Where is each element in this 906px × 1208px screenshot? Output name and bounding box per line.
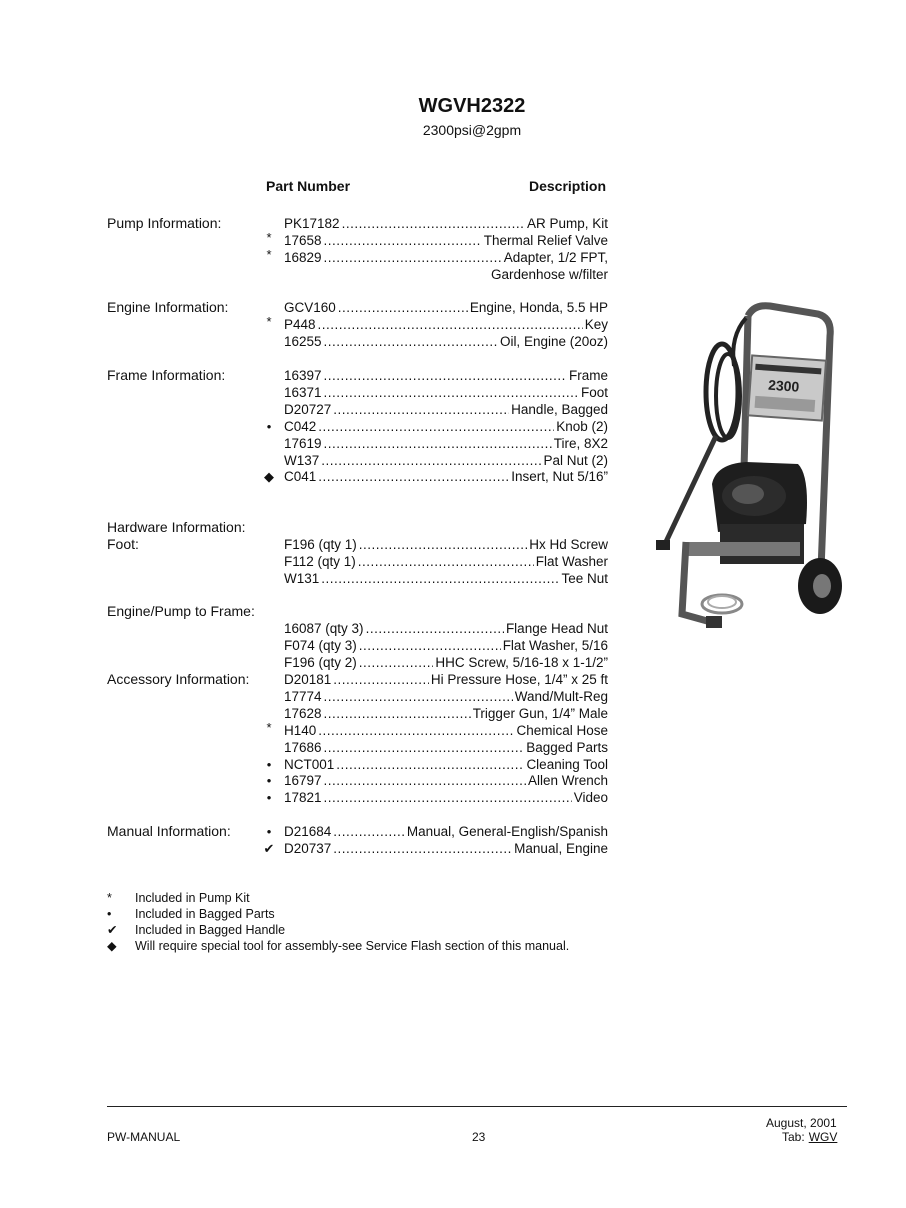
legend-text: Included in Bagged Handle: [135, 923, 286, 937]
section-label: Accessory Information:: [107, 671, 250, 687]
page-number: 23: [472, 1130, 486, 1144]
part-description: Tee Nut: [561, 570, 608, 586]
leader-dots: [324, 772, 526, 789]
part-number: C041: [284, 469, 317, 485]
part-number: W137: [284, 452, 320, 468]
leader-dots: [324, 705, 471, 722]
part-row: [284, 823, 608, 840]
part-description: Bagged Parts: [526, 739, 608, 755]
part-marker-icon: *: [266, 719, 272, 735]
leader-dots: [338, 299, 468, 316]
section-label: Manual Information:: [107, 823, 231, 839]
part-number: PK17182: [284, 216, 340, 231]
leader-dots: [324, 333, 498, 350]
footer-date: August, 2001: [766, 1116, 837, 1130]
part-row: [284, 468, 608, 485]
part-row: [284, 333, 608, 350]
leader-dots: [333, 401, 509, 418]
leader-dots: [333, 823, 405, 840]
part-number: 17774: [284, 688, 322, 704]
part-number: W131: [284, 570, 320, 586]
section-label: Engine Information:: [107, 299, 229, 315]
legend-text: Will require special tool for assembly-see Service Flash section of this manual.: [135, 939, 570, 953]
part-description: Gardenhose w/filter: [490, 266, 608, 282]
section-label: Pump Information:: [107, 215, 222, 231]
part-description: Foot: [580, 384, 608, 400]
part-description: Chemical Hose: [516, 722, 608, 738]
part-row: [284, 671, 608, 688]
legend-marker-icon: *: [107, 891, 112, 905]
part-row: [284, 536, 608, 553]
footer-rule: [107, 1106, 847, 1107]
part-marker-icon: ✔: [263, 840, 275, 856]
leader-dots: [359, 637, 501, 654]
legend-marker-icon: ✔: [107, 923, 118, 937]
part-description: AR Pump, Kit: [526, 216, 608, 231]
leader-dots: [342, 215, 525, 232]
part-number: 16087 (qty 3): [284, 620, 364, 636]
tab-label: Tab:: [782, 1130, 805, 1144]
leader-dots: [318, 316, 583, 333]
leader-dots: [333, 840, 512, 857]
part-row: [284, 840, 608, 857]
part-row: [284, 266, 608, 283]
part-row: [284, 789, 608, 806]
section-label: Engine/Pump to Frame:: [107, 603, 255, 619]
legend-item: [107, 890, 250, 906]
part-description: Video: [573, 790, 608, 806]
part-number: P448: [284, 316, 316, 332]
part-description: Trigger Gun, 1/4” Male: [472, 705, 608, 721]
leader-dots: [324, 232, 482, 249]
part-description: Flange Head Nut: [505, 620, 608, 636]
leader-dots: [321, 570, 559, 587]
part-description: Hi Pressure Hose, 1/4” x 25 ft: [430, 672, 608, 687]
part-row: [284, 739, 608, 756]
part-description: Knob (2): [556, 418, 608, 434]
part-marker-icon: •: [266, 773, 272, 789]
part-number: F112 (qty 1): [284, 553, 356, 569]
part-row: [284, 772, 608, 789]
part-number: 17686: [284, 739, 322, 755]
section-label: Frame Information:: [107, 367, 226, 383]
part-row: [284, 232, 608, 249]
part-marker-icon: *: [266, 229, 272, 245]
part-description: Tire, 8X2: [553, 435, 608, 451]
part-row: [284, 722, 608, 739]
leader-dots: [324, 435, 552, 452]
part-description: Engine, Honda, 5.5 HP: [469, 300, 608, 315]
part-number: D20181: [284, 672, 332, 687]
leader-dots: [324, 789, 572, 806]
part-marker-icon: •: [266, 756, 272, 772]
legend-marker-icon: ◆: [107, 939, 117, 953]
part-number: 16829: [284, 249, 322, 265]
part-number: D21684: [284, 824, 332, 839]
part-row: [284, 435, 608, 452]
part-description: Flat Washer: [535, 553, 608, 569]
model-spec: 2300psi@2gpm: [422, 122, 522, 138]
part-number-header: Part Number: [266, 178, 351, 194]
part-description: Manual, Engine: [514, 840, 608, 856]
part-row: [284, 316, 608, 333]
decal-text: 2300: [767, 376, 800, 395]
description-header: Description: [529, 178, 607, 194]
leader-dots: [336, 756, 524, 773]
section-sublabel: Foot:: [107, 535, 139, 552]
part-row: [284, 418, 608, 435]
part-marker-icon: •: [266, 418, 272, 434]
part-row: [284, 215, 608, 232]
part-number: GCV160: [284, 300, 336, 315]
leader-dots: [318, 468, 509, 485]
part-row: [284, 637, 608, 654]
part-row: [284, 384, 608, 401]
leader-dots: [318, 722, 514, 739]
part-row: [284, 756, 608, 773]
part-row: [284, 249, 608, 266]
section-label: Hardware Information:: [107, 519, 246, 535]
part-number: H140: [284, 722, 317, 738]
part-number: D20727: [284, 401, 332, 417]
leader-dots: [324, 384, 579, 401]
legend-text: Included in Bagged Parts: [135, 907, 275, 921]
part-number: D20737: [284, 840, 332, 856]
part-number: F074 (qty 3): [284, 637, 357, 653]
part-marker-icon: *: [266, 313, 272, 329]
part-marker-icon: *: [266, 246, 272, 262]
part-number: F196 (qty 1): [284, 536, 357, 552]
part-description: Adapter, 1/2 FPT,: [503, 249, 608, 265]
part-description: HHC Screw, 5/16-18 x 1-1/2”: [435, 654, 608, 670]
part-number: 16371: [284, 384, 322, 400]
part-row: [284, 401, 608, 418]
pressure-washer-illustration: [650, 296, 850, 636]
model-title: WGVH2322: [418, 95, 526, 117]
footer-manual-name: PW-MANUAL: [107, 1130, 181, 1144]
footer-tab: [782, 1130, 841, 1144]
part-description: Frame: [568, 368, 608, 383]
leader-dots: [324, 249, 502, 266]
part-description: Handle, Bagged: [511, 401, 608, 417]
part-number: 16397: [284, 368, 322, 383]
part-description: Flat Washer, 5/16: [502, 637, 608, 653]
part-number: F196 (qty 2): [284, 654, 357, 670]
part-description: Insert, Nut 5/16”: [511, 469, 608, 485]
part-row: [284, 299, 608, 316]
legend-item: [107, 938, 569, 954]
part-row: [284, 553, 608, 570]
part-description: Manual, General-English/Spanish: [406, 824, 608, 839]
leader-dots: [324, 367, 567, 384]
part-row: [284, 367, 608, 384]
tab-value: WGV: [808, 1130, 838, 1144]
part-description: Thermal Relief Valve: [483, 232, 608, 248]
leader-dots: [324, 739, 525, 756]
part-number: 17628: [284, 705, 322, 721]
part-number: 16797: [284, 773, 322, 789]
part-row: [284, 654, 608, 671]
part-row: [284, 570, 608, 587]
part-number: 16255: [284, 333, 322, 349]
leader-dots: [324, 688, 513, 705]
part-marker-icon: ◆: [264, 469, 274, 485]
part-row: [284, 705, 608, 722]
legend-item: [107, 906, 275, 922]
part-description: Allen Wrench: [527, 773, 608, 789]
part-row: [284, 620, 608, 637]
part-number: 17658: [284, 232, 322, 248]
part-description: Pal Nut (2): [543, 452, 608, 468]
leader-dots: [318, 418, 554, 435]
part-marker-icon: •: [266, 790, 272, 806]
leader-dots: [333, 671, 429, 688]
part-number: 17619: [284, 435, 322, 451]
part-row: [284, 688, 608, 705]
part-description: Oil, Engine (20oz): [499, 333, 608, 349]
leader-dots: [358, 553, 534, 570]
part-number: C042: [284, 418, 317, 434]
part-description: Cleaning Tool: [526, 756, 608, 772]
leader-dots: [321, 452, 541, 469]
part-description: Hx Hd Screw: [529, 536, 608, 552]
legend-marker-icon: •: [107, 907, 112, 921]
legend-text: Included in Pump Kit: [135, 891, 250, 905]
legend-item: [107, 922, 285, 938]
leader-dots: [359, 536, 527, 553]
part-marker-icon: •: [266, 824, 272, 839]
part-description: Wand/Mult-Reg: [514, 688, 608, 704]
part-description: Key: [584, 316, 608, 332]
part-number: 17821: [284, 790, 322, 806]
part-row: [284, 452, 608, 469]
leader-dots: [366, 620, 504, 637]
part-number: NCT001: [284, 756, 335, 772]
leader-dots: [359, 654, 434, 671]
